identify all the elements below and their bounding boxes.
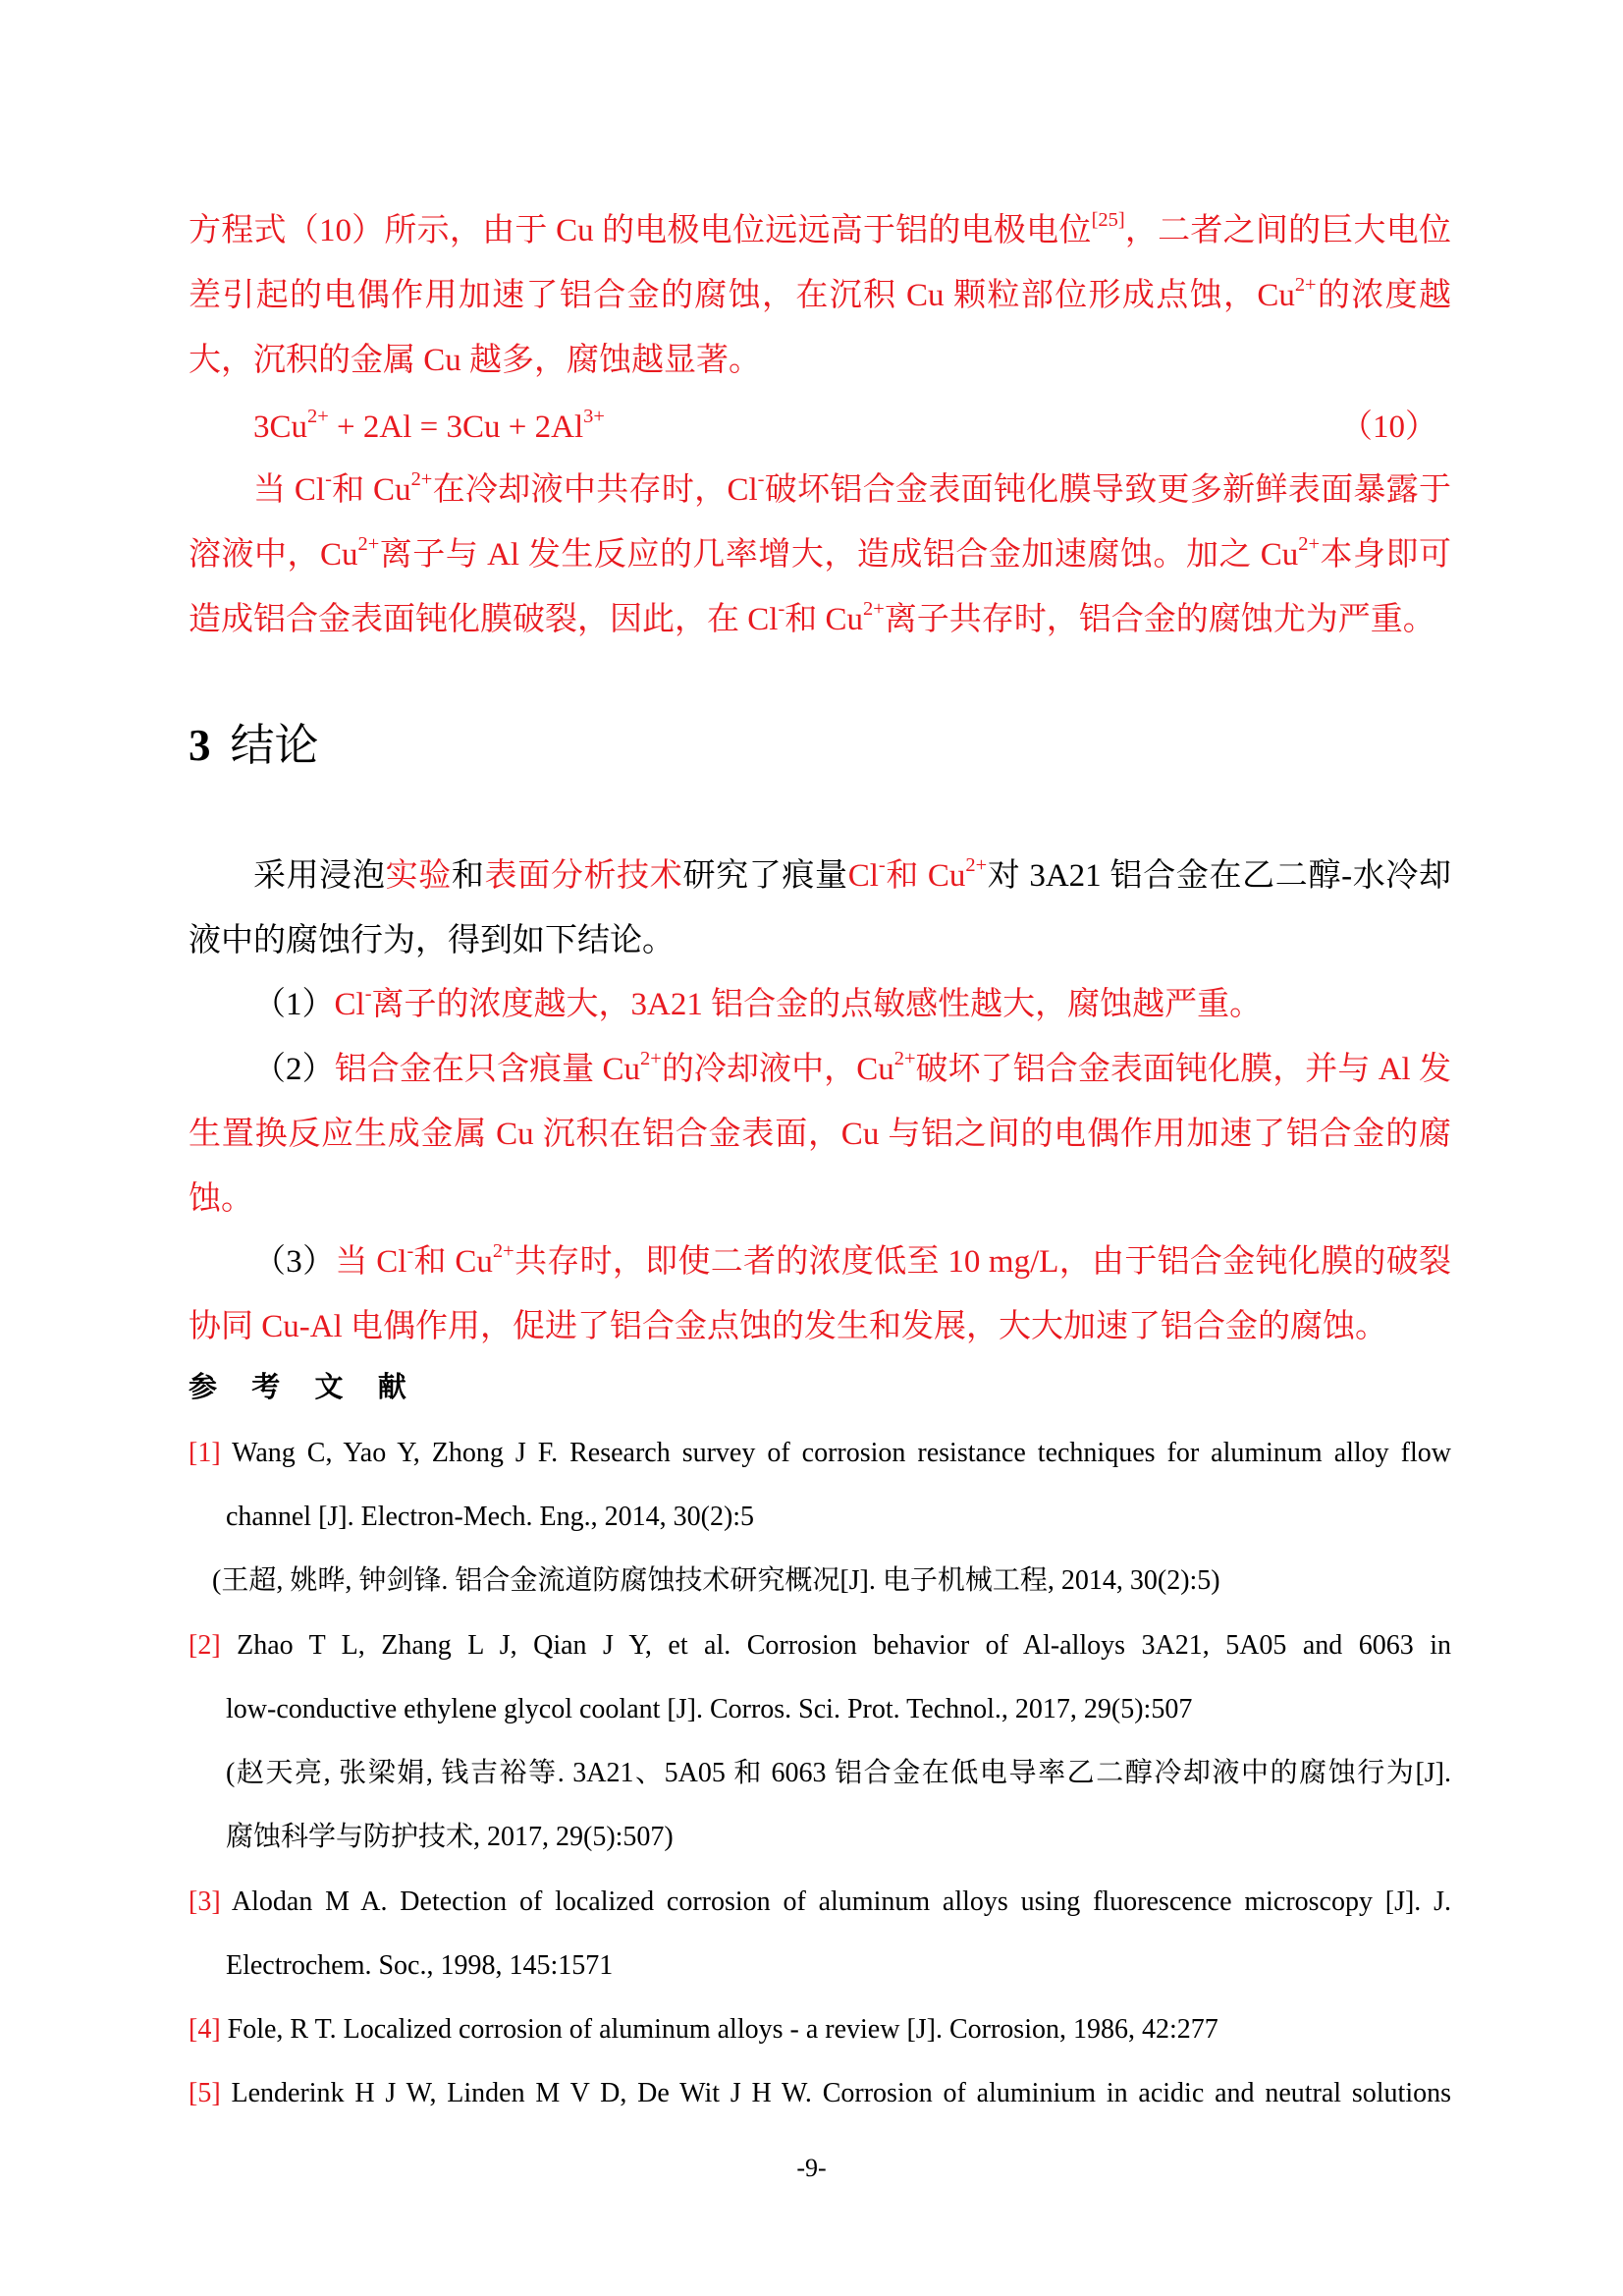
reference-number[interactable]: [4] bbox=[189, 2014, 221, 2045]
section-number: 3 bbox=[189, 721, 211, 770]
equation-10: $3Cu^{2+} + 2Al = 3Cu + 2Al^{3+}$ （10） bbox=[253, 395, 1437, 460]
paragraph-conclusion-intro: 采用浸泡实验和表面分析技术研究了痕量Cl-和 $Cu^{2+}$对 3A21 铝合金在乙二醇-水冷却液中的腐蚀行为，得到如下结论。 bbox=[189, 853, 1452, 958]
reference-item: [3] Alodan M A. Detection of localized corrosion of aluminum alloys using fluorescence microscopy [J]. J. Electrochem. Soc., 1998, 145:1571 bbox=[189, 1886, 1451, 1981]
reference-item: [1] Wang C, Yao Y, Zhong J F. Research survey of corrosion resistance techniques for aluminum alloy flow channel [J]. Electron-Mech. Eng., 2014, 30(2):5 (王超, 姚晔, 钟剑锋. 铝合金流道防腐蚀技术研究概况[J]. 电子机械工程, 2014, 30(2):5) bbox=[189, 1438, 1451, 1596]
citation-25[interactable]: [25] bbox=[1091, 208, 1125, 231]
reference-number[interactable]: [5] bbox=[189, 2078, 221, 2108]
references-heading: 参 考 文 献 bbox=[189, 1372, 420, 1403]
reference-number[interactable]: [2] bbox=[189, 1630, 221, 1661]
reference-number[interactable]: [1] bbox=[189, 1438, 221, 1468]
section-title: 结论 bbox=[230, 719, 319, 771]
section-heading bbox=[189, 711, 319, 780]
reference-item: [5] Lenderink H J W, Linden M V D, De Wit J H W. Corrosion of aluminium in acidic and neutral solutions bbox=[189, 2078, 1452, 2108]
equation-number: （10） bbox=[1340, 410, 1437, 445]
paragraph-galvanic-corrosion: 方程式（10）所示，由于 Cu 的电极电位远远高于铝的电极电位[25]，二者之间的巨大电位差引起的电偶作用加速了铝合金的腐蚀，在沉积 Cu 颗粒部位形成点蚀，$Cu^{2+}$的浓度越大，沉积的金属 Cu 越多，腐蚀越显著。 bbox=[189, 208, 1452, 378]
conclusion-item-3: （3）当 Cl-和 $Cu^{2+}$共存时，即使二者的浓度低至 10 mg/L，由于铝合金钝化膜的破裂协同 Cu-Al 电偶作用，促进了铝合金点蚀的发生和发展，大大加速了铝合金的腐蚀。 bbox=[189, 1239, 1451, 1344]
reference-number[interactable]: [3] bbox=[189, 1886, 221, 1917]
conclusion-item-2: （2）铝合金在只含痕量 $Cu^{2+}$的冷却液中，$Cu^{2+}$破坏了铝合金表面钝化膜，并与 Al 发生置换反应生成金属 Cu 沉积在铝合金表面，Cu 与铝之间的电偶作用加速了铝合金的腐蚀。 bbox=[189, 1047, 1452, 1217]
paragraph-coexistence: 当 Cl-和 $Cu^{2+}$在冷却液中共存时，Cl-破坏铝合金表面钝化膜导致更多新鲜表面暴露于溶液中，$Cu^{2+}$离子与 Al 发生反应的几率增大，造成铝合金加速腐蚀。加之 $Cu^{2+}$本身即可造成铝合金表面钝化膜破裂，因此，在 Cl-和 $Cu^{2+}$离子共存时，铝合金的腐蚀尤为严重。 bbox=[189, 467, 1452, 637]
page-number: -9- bbox=[796, 2154, 827, 2182]
reference-item: [2] Zhao T L, Zhang L J, Qian J Y, et al. Corrosion behavior of Al-alloys 3A21, 5A05 and 6063 in low-conductive ethylene glycol coolant [J]. Corros. Sci. Prot. Technol., 2017, 29(5):507 (赵天亮, 张梁娟, 钱吉裕等. 3A21、5A05 和 6063 铝合金在低电导率乙二醇冷却液中的腐蚀行为[J]. 腐蚀科学与防护技术, 2017, 29(5):507) bbox=[189, 1630, 1452, 1852]
conclusion-item-1: （1）Cl-离子的浓度越大，3A21 铝合金的点敏感性越大，腐蚀越严重。 bbox=[253, 982, 1263, 1022]
reference-item: [4] Fole, R T. Localized corrosion of aluminum alloys - a review [J]. Corrosion, 1986, 42:277 bbox=[189, 2014, 1218, 2045]
